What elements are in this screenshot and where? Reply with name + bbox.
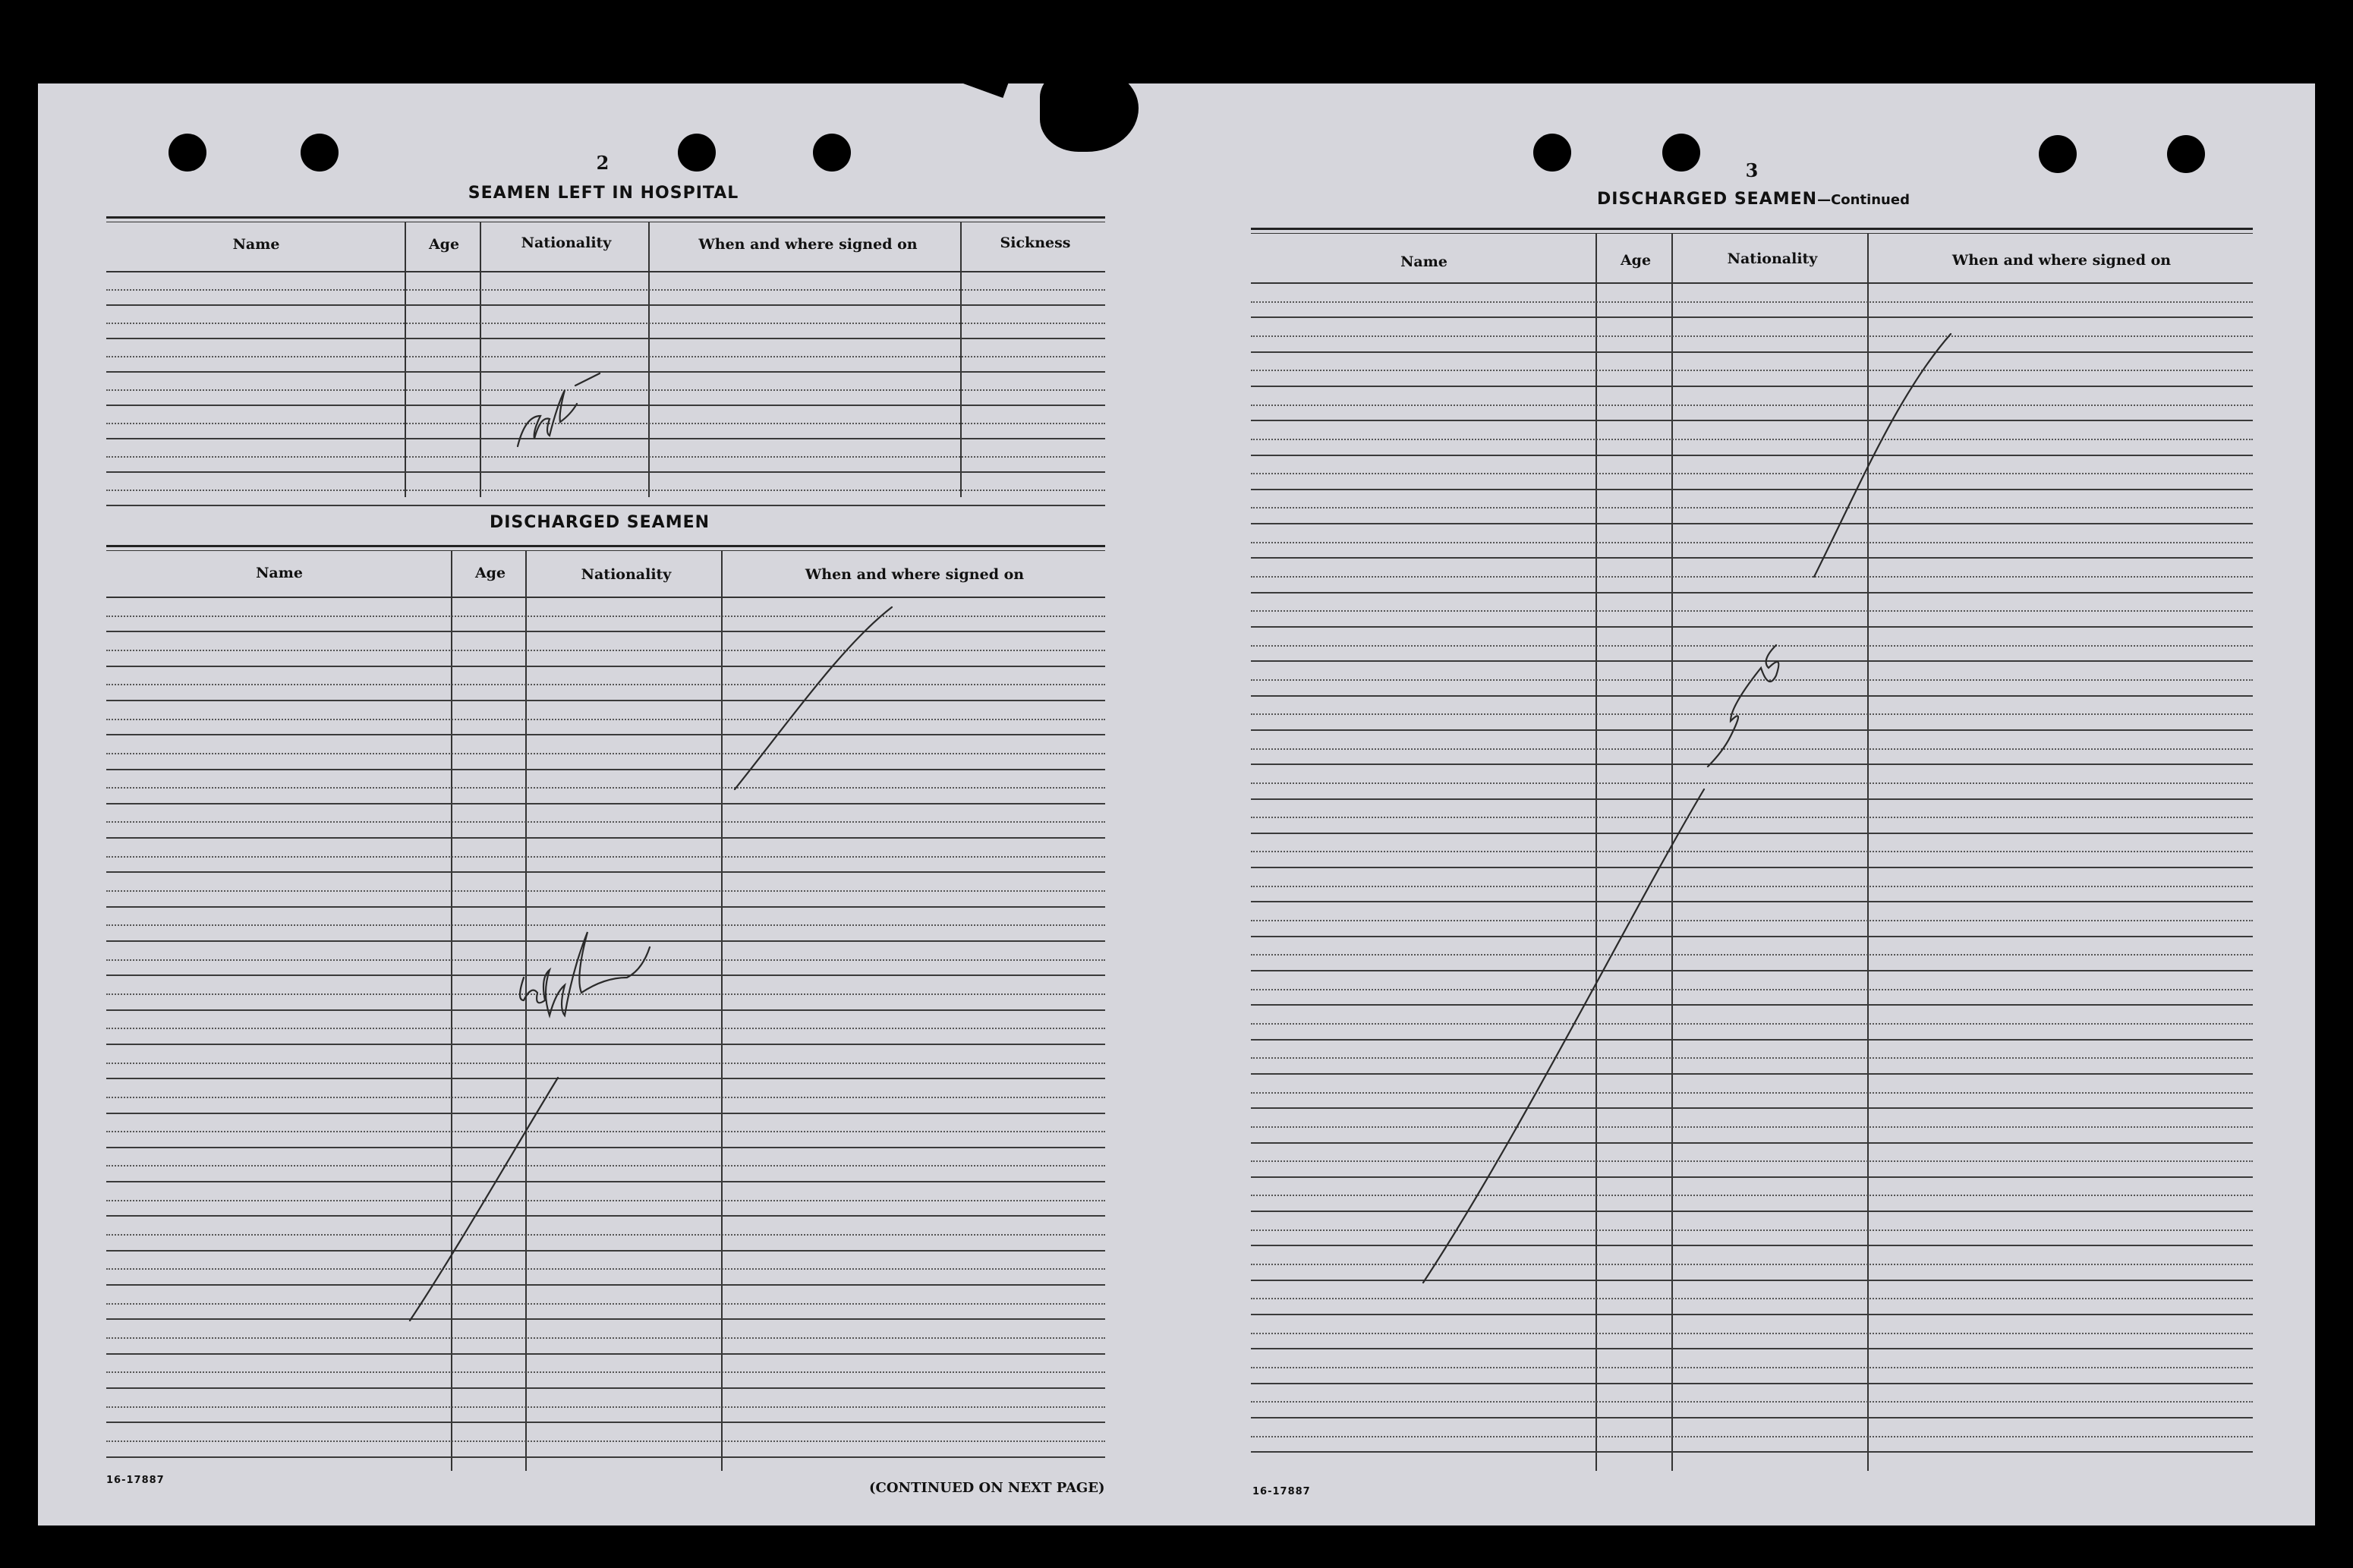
column-header-name: Name — [1400, 253, 1447, 270]
form-number-left: 16-17887 — [106, 1475, 165, 1486]
column-header-nationality: Nationality — [581, 566, 672, 583]
column-header-age: Age — [428, 236, 460, 253]
continued-suffix: —Continued — [1817, 192, 1910, 208]
column-header-signed-on: When and where signed on — [1951, 252, 2172, 269]
page-number-right: 3 — [1745, 159, 1759, 181]
handwritten-nil-hospital — [518, 390, 577, 446]
column-header-name: Name — [256, 565, 303, 581]
form-number-right: 16-17887 — [1252, 1486, 1311, 1497]
continued-note: (CONTINUED ON NEXT PAGE) — [869, 1480, 1105, 1496]
page-number-left: 2 — [596, 152, 610, 174]
handwritten-nil-discharged — [520, 932, 650, 1015]
handwritten-stroke-lower-right — [1423, 789, 1704, 1283]
handwritten-stroke-lower-left — [410, 1078, 558, 1321]
column-header-nationality: Nationality — [521, 235, 612, 251]
handwritten-stroke-upper-right — [1814, 334, 1951, 577]
handwritten-stroke-discharged-left — [735, 607, 892, 789]
column-header-sickness: Sickness — [1000, 235, 1071, 251]
column-header-signed-on: When and where signed on — [698, 236, 918, 253]
hospital-section-title: SEAMEN LEFT IN HOSPITAL — [468, 184, 739, 203]
handwritten-dash-hospital — [575, 373, 600, 386]
column-header-name: Name — [232, 236, 280, 253]
column-header-signed-on: When and where signed on — [805, 566, 1025, 583]
column-header-age: Age — [1620, 252, 1652, 269]
column-header-age: Age — [474, 565, 506, 581]
discharged-continued-title-main: DISCHARGED SEAMEN — [1597, 190, 1818, 209]
column-header-nationality: Nationality — [1727, 250, 1818, 267]
handwritten-nil-right — [1708, 645, 1778, 767]
discharged-section-title: DISCHARGED SEAMEN — [489, 513, 710, 532]
